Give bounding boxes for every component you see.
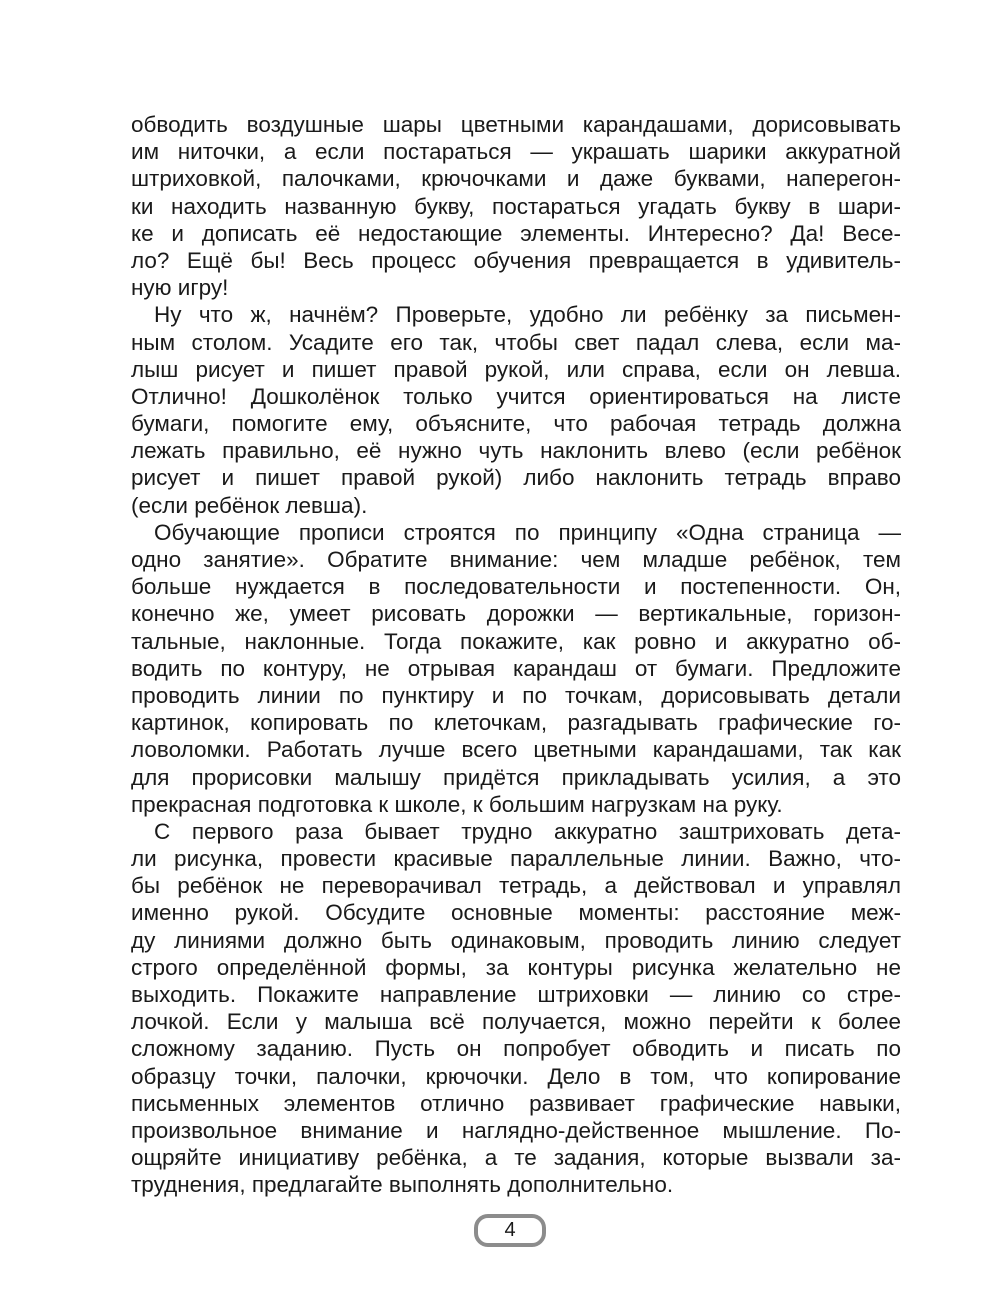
text-line: бы ребёнок не переворачивал тетрадь, а действовал и управлял bbox=[131, 873, 901, 899]
text-line: труднения, предлагайте выполнять дополнительно. bbox=[131, 1172, 674, 1198]
text-line: Отлично! Дошколёнок только учится ориентироваться на листе bbox=[131, 383, 901, 409]
text-line: проводить линии по пунктиру и по точкам, дорисовывать детали bbox=[131, 682, 901, 708]
page-body bbox=[131, 111, 901, 1199]
text-line: ли рисунка, провести красивые параллельные линии. Важно, что- bbox=[131, 846, 901, 872]
text-line: больше нуждается в последовательности и постепенности. Он, bbox=[131, 574, 901, 600]
text-line: прекрасная подготовка к школе, к большим нагрузкам на руку. bbox=[131, 791, 783, 817]
text-line: для прорисовки малышу придётся прикладывать усилия, а это bbox=[131, 764, 901, 790]
paragraph-4 bbox=[131, 818, 901, 1199]
text-line: бумаги, помогите ему, объясните, что рабочая тетрадь должна bbox=[131, 411, 901, 437]
text-line: тальные, наклонные. Тогда покажите, как ровно и аккуратно об- bbox=[131, 628, 901, 654]
text-line: одно занятие». Обратите внимание: чем младше ребёнок, тем bbox=[131, 547, 901, 572]
text-line: лежать правильно, её нужно чуть наклонить влево (если ребёнок bbox=[131, 438, 901, 464]
text-line: ки находить названную букву, постараться угадать букву в шари- bbox=[131, 193, 901, 219]
text-line: выходить. Покажите направление штриховки — линию со стре- bbox=[131, 982, 901, 1007]
paragraph-1 bbox=[131, 111, 901, 301]
text-line: ке и дописать её недостающие элементы. Интересно? Да! Весе- bbox=[131, 220, 901, 246]
text-line: обводить воздушные шары цветными карандашами, дорисовывать bbox=[131, 112, 901, 137]
text-line: им ниточки, а если постараться — украшать шарики аккуратной bbox=[131, 139, 901, 165]
paragraph-3 bbox=[131, 519, 901, 818]
text-line: лочкой. Если у малыша всё получается, можно перейти к более bbox=[131, 1009, 901, 1035]
text-line: образцу точки, палочки, крючочки. Дело в том, что копирование bbox=[131, 1063, 901, 1089]
text-line: именно рукой. Обсудите основные моменты: расстояние меж- bbox=[131, 900, 901, 926]
text-line: (если ребёнок левша). bbox=[131, 492, 368, 518]
text-line: произвольное внимание и наглядно-действенное мышление. По- bbox=[131, 1117, 901, 1143]
text-line: ощряйте инициативу ребёнка, а те задания, которые вызвали за- bbox=[131, 1145, 901, 1171]
text-line: Обучающие прописи строятся по принципу «Одна страница — bbox=[154, 519, 901, 545]
text-line: картинок, копировать по клеточкам, разгадывать графические го- bbox=[131, 710, 901, 736]
page-number: 4 bbox=[474, 1214, 546, 1247]
text-line: ду линиями должно быть одинаковым, проводить линию следует bbox=[131, 927, 901, 953]
text-line: Ну что ж, начнём? Проверьте, удобно ли ребёнку за письмен- bbox=[154, 302, 901, 328]
text-line: ло? Ещё бы! Весь процесс обучения превращается в удивитель- bbox=[131, 247, 901, 273]
text-line: письменных элементов отлично развивает графические навыки, bbox=[131, 1090, 901, 1116]
text-line: лыш рисует и пишет правой рукой, или справа, если он левша. bbox=[131, 356, 901, 382]
text-line: конечно же, умеет рисовать дорожки — вертикальные, горизон- bbox=[131, 601, 901, 627]
text-line: сложному заданию. Пусть он попробует обводить и писать по bbox=[131, 1036, 901, 1062]
text-line: рисует и пишет правой рукой) либо наклонить тетрадь вправо bbox=[131, 465, 901, 491]
paragraph-2 bbox=[131, 301, 901, 519]
text-line: ную игру! bbox=[131, 275, 229, 301]
text-line: ным столом. Усадите его так, чтобы свет падал слева, если ма- bbox=[131, 329, 901, 355]
text-line: водить по контуру, не отрывая карандаш от бумаги. Предложите bbox=[131, 655, 901, 681]
text-line: ловоломки. Работать лучше всего цветными карандашами, так как bbox=[131, 737, 901, 763]
text-line: штриховкой, палочками, крючочками и даже буквами, наперегон- bbox=[131, 166, 901, 192]
text-line: строго определённой формы, за контуры рисунка желательно не bbox=[131, 954, 901, 980]
text-line: С первого раза бывает трудно аккуратно заштриховать дета- bbox=[154, 818, 901, 844]
